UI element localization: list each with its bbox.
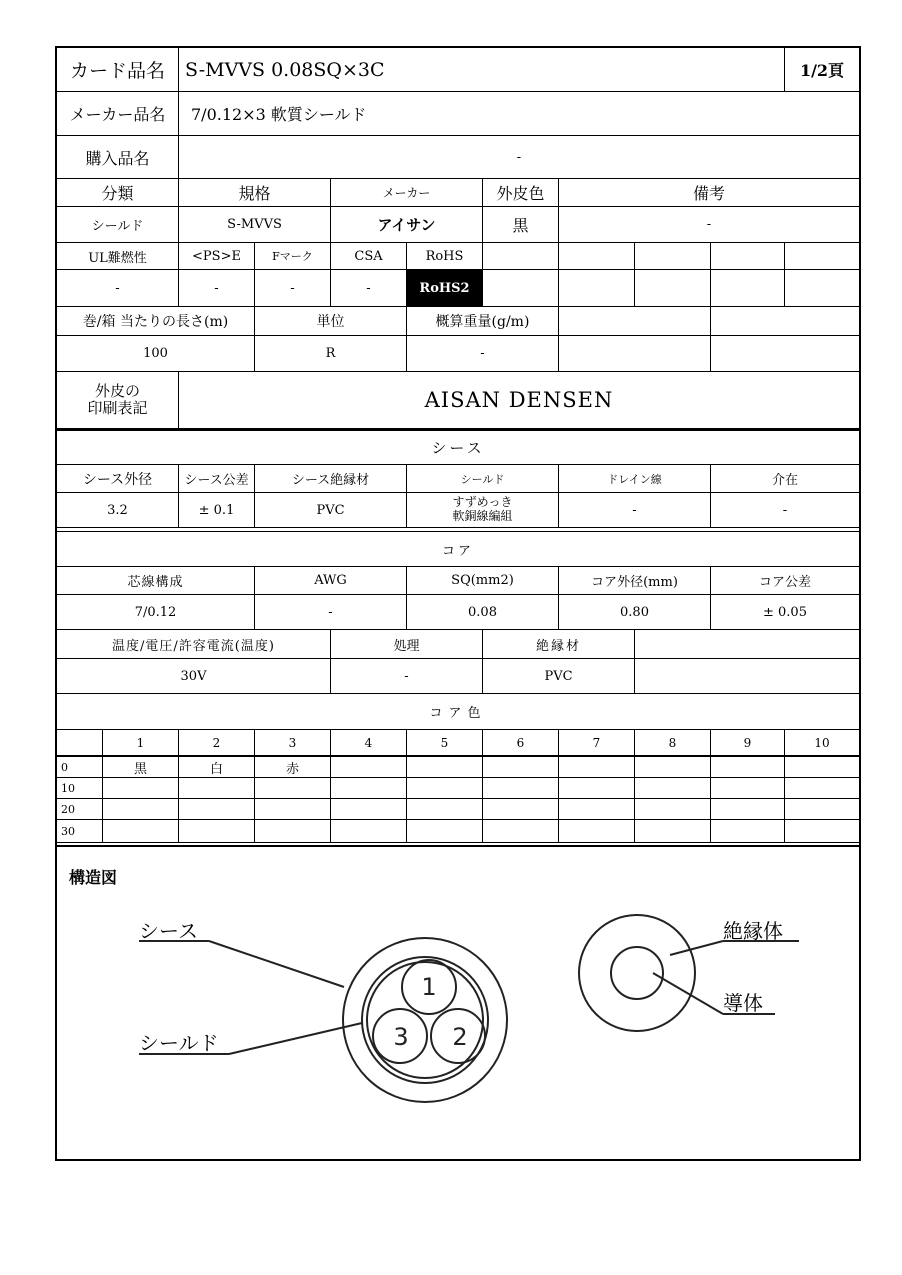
core-color-grid: [57, 730, 859, 843]
sheath-header-row: [57, 465, 859, 493]
sheath-insulation-value: PVC: [255, 493, 407, 527]
jacket-color-value: 黒: [483, 207, 559, 242]
length-blank-value-1: [559, 336, 711, 371]
core-color-cell: [635, 757, 711, 778]
core-color-cell: [785, 799, 859, 820]
core-number-1: 1: [421, 973, 437, 1001]
core-circle-1: [402, 960, 456, 1014]
core-color-cell: [407, 778, 483, 799]
core-color-cell: [635, 799, 711, 820]
cert-blank-1: [483, 243, 559, 269]
core-color-cell: [255, 820, 331, 843]
core-od-value: 0.80: [559, 595, 711, 629]
csa-value: -: [331, 270, 407, 306]
label-shield: シールド: [139, 1031, 219, 1055]
shield-ring-inner: [367, 962, 483, 1078]
cert-blank-value-4: [711, 270, 785, 306]
drain-header: ドレイン線: [559, 465, 711, 492]
pse-header: <PS>E: [179, 243, 255, 269]
sheath-tol-header: シース公差: [179, 465, 255, 492]
core-color-cell: [635, 778, 711, 799]
length-value-row: [57, 336, 859, 372]
rohs-header: RoHS: [407, 243, 483, 269]
purchase-name-row: [57, 136, 859, 179]
standard-value: S-MVVS: [179, 207, 331, 242]
shield-value-line1: すずめっき: [452, 495, 513, 510]
sheath-od-header: シース外径: [57, 465, 179, 492]
core-color-cell: [711, 757, 785, 778]
core-color-cell: [179, 820, 255, 843]
core-color-cell: [483, 799, 559, 820]
length-value: 100: [57, 336, 255, 371]
core-color-cell: [559, 820, 635, 843]
core-color-cell: [559, 778, 635, 799]
shield-value: [407, 493, 559, 527]
core-color-title-row: [57, 694, 859, 730]
print-label-line1: 外皮の: [94, 381, 140, 400]
core-color-column-header: 5: [407, 730, 483, 757]
core-color-cell: [483, 757, 559, 778]
rating-blank: [635, 630, 859, 658]
unit-header: 単位: [255, 307, 407, 335]
core-color-cell: [559, 757, 635, 778]
core-color-cell: [711, 778, 785, 799]
core-title: コア: [441, 543, 474, 559]
csa-header: CSA: [331, 243, 407, 269]
cert-blank-2: [559, 243, 635, 269]
core-color-cell: [559, 799, 635, 820]
insulation-header: 絶縁材: [483, 630, 635, 658]
remarks-value: -: [706, 217, 712, 232]
core-color-cell: 赤: [255, 757, 331, 778]
print-marking-row: [57, 372, 859, 431]
leader-shield: [229, 1023, 362, 1054]
purchase-name-label: 購入品名: [57, 136, 179, 178]
core-color-corner: [57, 730, 103, 757]
outer-sheath-ring: [343, 938, 507, 1102]
cert-blank-value-1: [483, 270, 559, 306]
core-color-cell: [331, 820, 407, 843]
core-color-row-header: 10: [57, 778, 103, 799]
purchase-name-value: -: [516, 149, 522, 165]
rohs-value: RoHS2: [407, 270, 483, 306]
core-color-cell: [711, 799, 785, 820]
length-header: 巻/箱 当たりの長さ(m): [57, 307, 255, 335]
core-color-cell: [103, 799, 179, 820]
awg-header: AWG: [255, 567, 407, 594]
core-color-column-header: 6: [483, 730, 559, 757]
core-tol-header: コア公差: [758, 575, 811, 590]
maker-header: メーカー: [331, 179, 483, 206]
maker-name-row: [57, 92, 859, 136]
core-color-column-header: 2: [179, 730, 255, 757]
card-name-row: [57, 48, 859, 92]
standard-header: 規格: [179, 179, 331, 206]
core-color-column-header: 9: [711, 730, 785, 757]
core-color-cell: [255, 799, 331, 820]
core-color-cell: [331, 757, 407, 778]
core-color-title: コア色: [429, 706, 487, 721]
core-color-cell: [179, 799, 255, 820]
label-insulator: 絶縁体: [723, 919, 783, 943]
core-color-cell: [255, 778, 331, 799]
core-color-cell: [331, 778, 407, 799]
leader-insulator: [670, 941, 723, 955]
rating-header-row: [57, 630, 859, 659]
core-color-column-header: 1: [103, 730, 179, 757]
cert-blank-value-5: [785, 270, 859, 306]
insulator-ring: [579, 915, 695, 1031]
treatment-header: 処理: [331, 630, 483, 658]
core-color-column-header: 7: [559, 730, 635, 757]
page-number: 1/2頁: [799, 61, 845, 80]
core-color-row-header: 30: [57, 820, 103, 843]
strand-header: 芯線構成: [57, 567, 255, 594]
core-value-row: [57, 595, 859, 630]
weight-header: 概算重量(g/m): [407, 307, 559, 335]
core-color-cell: [785, 778, 859, 799]
shield-header: シールド: [407, 465, 559, 492]
sheath-title: シース: [431, 439, 485, 457]
insulation-value: PVC: [483, 659, 635, 693]
diagram-title: 構造図: [69, 868, 118, 887]
core-color-cell: [785, 757, 859, 778]
core-color-cell: [483, 778, 559, 799]
core-number-2: 2: [452, 1023, 468, 1051]
rating-blank-value: [635, 659, 859, 693]
rating-value-row: [57, 659, 859, 694]
weight-value: -: [407, 336, 559, 371]
pse-value: -: [179, 270, 255, 306]
core-color-cell: 白: [179, 757, 255, 778]
sheath-tol-value: ± 0.1: [179, 493, 255, 527]
cert-blank-4: [711, 243, 785, 269]
shield-ring-outer: [362, 957, 488, 1083]
strand-value: 7/0.12: [57, 595, 255, 629]
print-label-line2: 印刷表記: [87, 399, 148, 417]
cert-value-row: [57, 270, 859, 307]
length-blank-value-2: [711, 336, 859, 371]
core-color-cell: [711, 820, 785, 843]
core-color-row-header: 20: [57, 799, 103, 820]
ul-value: -: [57, 270, 179, 306]
ul-header: UL難燃性: [57, 243, 179, 269]
card-name-value: S-MVVS 0.08SQ×3C: [179, 48, 785, 91]
leader-conductor: [653, 973, 723, 1014]
core-color-cell: [331, 799, 407, 820]
core-color-column-header: 10: [785, 730, 859, 757]
f-mark-header: Fマーク: [255, 243, 331, 269]
core-header-row: [57, 567, 859, 595]
print-marking-label: [57, 372, 179, 428]
core-title-row: [57, 531, 859, 567]
remarks-header: 備考: [692, 184, 725, 203]
core-od-header: コア外径(mm): [559, 567, 711, 594]
length-blank-1: [559, 307, 711, 335]
classification-header-row: [57, 179, 859, 207]
core-color-cell: [635, 820, 711, 843]
shield-value-line2: 軟銅線編組: [452, 509, 513, 523]
core-color-cell: [407, 820, 483, 843]
maker-value: アイサン: [331, 207, 483, 242]
core-circle-3: [373, 1009, 427, 1063]
filler-header: 介在: [771, 473, 798, 488]
core-color-column-header: 8: [635, 730, 711, 757]
drain-value: -: [559, 493, 711, 527]
structure-diagram: [57, 845, 859, 1161]
rating-value: 30V: [57, 659, 331, 693]
card-name-label: カード品名: [57, 48, 179, 91]
label-sheath: シース: [139, 919, 198, 943]
cert-blank-5: [785, 243, 859, 269]
core-color-cell: [483, 820, 559, 843]
core-color-cell: [407, 799, 483, 820]
core-color-cell: 黒: [103, 757, 179, 778]
cert-header-row: [57, 243, 859, 270]
f-mark-value: -: [255, 270, 331, 306]
core-color-column-header: 3: [255, 730, 331, 757]
awg-value: -: [255, 595, 407, 629]
jacket-color-header: 外皮色: [483, 179, 559, 206]
filler-value: -: [782, 502, 788, 518]
cert-blank-value-2: [559, 270, 635, 306]
core-color-column-header: 4: [331, 730, 407, 757]
sheath-title-row: [57, 431, 859, 465]
class-value: シールド: [57, 207, 179, 242]
leader-sheath: [209, 941, 344, 987]
maker-name-value: 7/0.12×3 軟質シールド: [191, 105, 367, 124]
core-color-cell: [103, 778, 179, 799]
sq-header: SQ(mm2): [407, 567, 559, 594]
conductor-circle: [611, 947, 663, 999]
maker-name-label: メーカー品名: [57, 92, 179, 135]
sheath-od-value: 3.2: [57, 493, 179, 527]
sheath-value-row: [57, 493, 859, 528]
rating-header: 温度/電圧/許容電流(温度): [57, 630, 331, 658]
core-color-row-header: 0: [57, 757, 103, 778]
core-color-cell: [785, 820, 859, 843]
core-color-cell: [103, 820, 179, 843]
print-marking-text: AISAN DENSEN: [424, 388, 614, 412]
core-color-cell: [179, 778, 255, 799]
treatment-value: -: [331, 659, 483, 693]
length-header-row: [57, 307, 859, 336]
core-circle-2: [431, 1009, 485, 1063]
classification-value-row: [57, 207, 859, 243]
length-blank-2: [711, 307, 859, 335]
cert-blank-3: [635, 243, 711, 269]
sq-value: 0.08: [407, 595, 559, 629]
class-header: 分類: [57, 179, 179, 206]
core-number-3: 3: [393, 1023, 409, 1051]
core-color-cell: [407, 757, 483, 778]
cert-blank-value-3: [635, 270, 711, 306]
spec-sheet: [55, 46, 861, 1161]
unit-value: R: [255, 336, 407, 371]
label-conductor: 導体: [723, 991, 763, 1015]
sheath-insulation-header: シース絶縁材: [255, 465, 407, 492]
core-tol-value: ± 0.05: [763, 604, 807, 620]
